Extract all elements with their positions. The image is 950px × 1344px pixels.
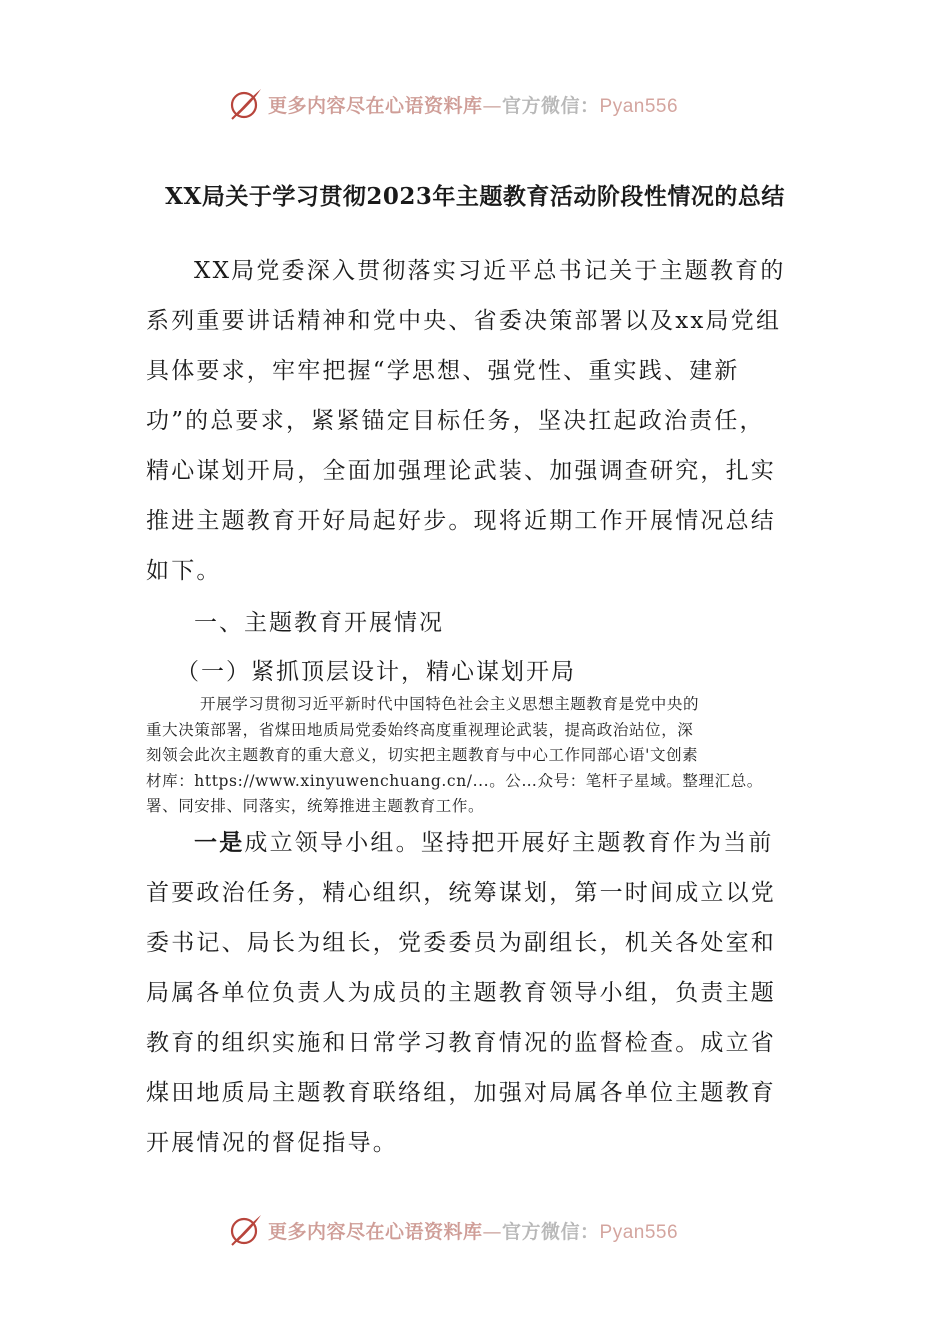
text-line: 开展情况的督促指导。 [146,1130,398,1156]
text-line: 如下。 [146,558,222,584]
text-line: 首要政治任务，精心组织，统筹谋划，第一时间成立以党 [146,880,776,906]
text-line: 材库：https://www.xinyuwenchuang.cn/...。公…众号：笔杆子星域。整理汇总。 [146,771,763,790]
banner-dash: — [482,1220,503,1243]
point-lead: 一是 [194,829,245,856]
banner-prefix: 更多内容尽在心语资料库 [268,1220,483,1243]
footer-watermark-banner [228,1210,748,1250]
subsection-heading: （一）紧抓顶层设计，精心谋划开局 [176,659,576,685]
quill-logo-icon [228,1212,264,1248]
text-line: 教育的组织实施和日常学习教育情况的监督检查。成立省 [146,1030,776,1056]
text-line: 推进主题教育开好局起好步。现将近期工作开展情况总结 [146,508,776,534]
text-line: 署、同安排、同落实，统筹推进主题教育工作。 [146,797,485,815]
document-title: XX局关于学习贯彻2023年主题教育活动阶段性情况的总结 [165,183,785,210]
banner-wechat-id: Pyan556 [599,1221,679,1243]
intro-paragraph [146,246,806,596]
text-line: 重大决策部署，省煤田地质局党委始终高度重视理论武装，提高政治站位，深 [146,720,694,739]
quill-logo-icon [228,86,264,122]
text-line: 委书记、局长为组长，党委委员为副组长，机关各处室和 [146,930,776,956]
text-line: 系列重要讲话精神和党中央、省委决策部署以及xx局党组 [146,308,782,334]
text-line: 开展学习贯彻习近平新时代中国特色社会主义思想主题教育是党中央的 [200,695,700,713]
header-watermark-banner [228,84,748,124]
point-text: 成立领导小组。坚持把开展好主题教育作为当前 [244,830,774,856]
text-line: 功”的总要求，紧紧锚定目标任务，坚决扛起政治责任， [146,408,765,434]
text-line: 具体要求，牢牢把握“学思想、强党性、重实践、建新 [146,358,740,384]
text-line [146,818,806,868]
banner-prefix: 更多内容尽在心语资料库 [268,94,483,117]
banner-text [268,1217,678,1244]
small-paragraph [146,692,816,820]
banner-dash: — [482,94,503,117]
text-line: 刻领会此次主题教育的重大意义，切实把主题教育与中心工作同部心语'文创素 [146,746,699,764]
text-line: 局属各单位负责人为成员的主题教育领导小组，负责主题 [146,980,776,1006]
text-line: 煤田地质局主题教育联络组，加强对局属各单位主题教育 [146,1080,776,1106]
banner-text [268,91,678,118]
section-heading: 一、主题教育开展情况 [194,610,444,636]
text-line: 精心谋划开局，全面加强理论武装、加强调查研究，扎实 [146,458,776,484]
banner-middle: 官方微信： [502,1220,600,1243]
text-line: XX局党委深入贯彻落实习近平总书记关于主题教育的 [194,258,786,284]
banner-middle: 官方微信： [502,94,600,117]
point-one-paragraph [146,818,806,1168]
banner-wechat-id: Pyan556 [599,95,679,117]
